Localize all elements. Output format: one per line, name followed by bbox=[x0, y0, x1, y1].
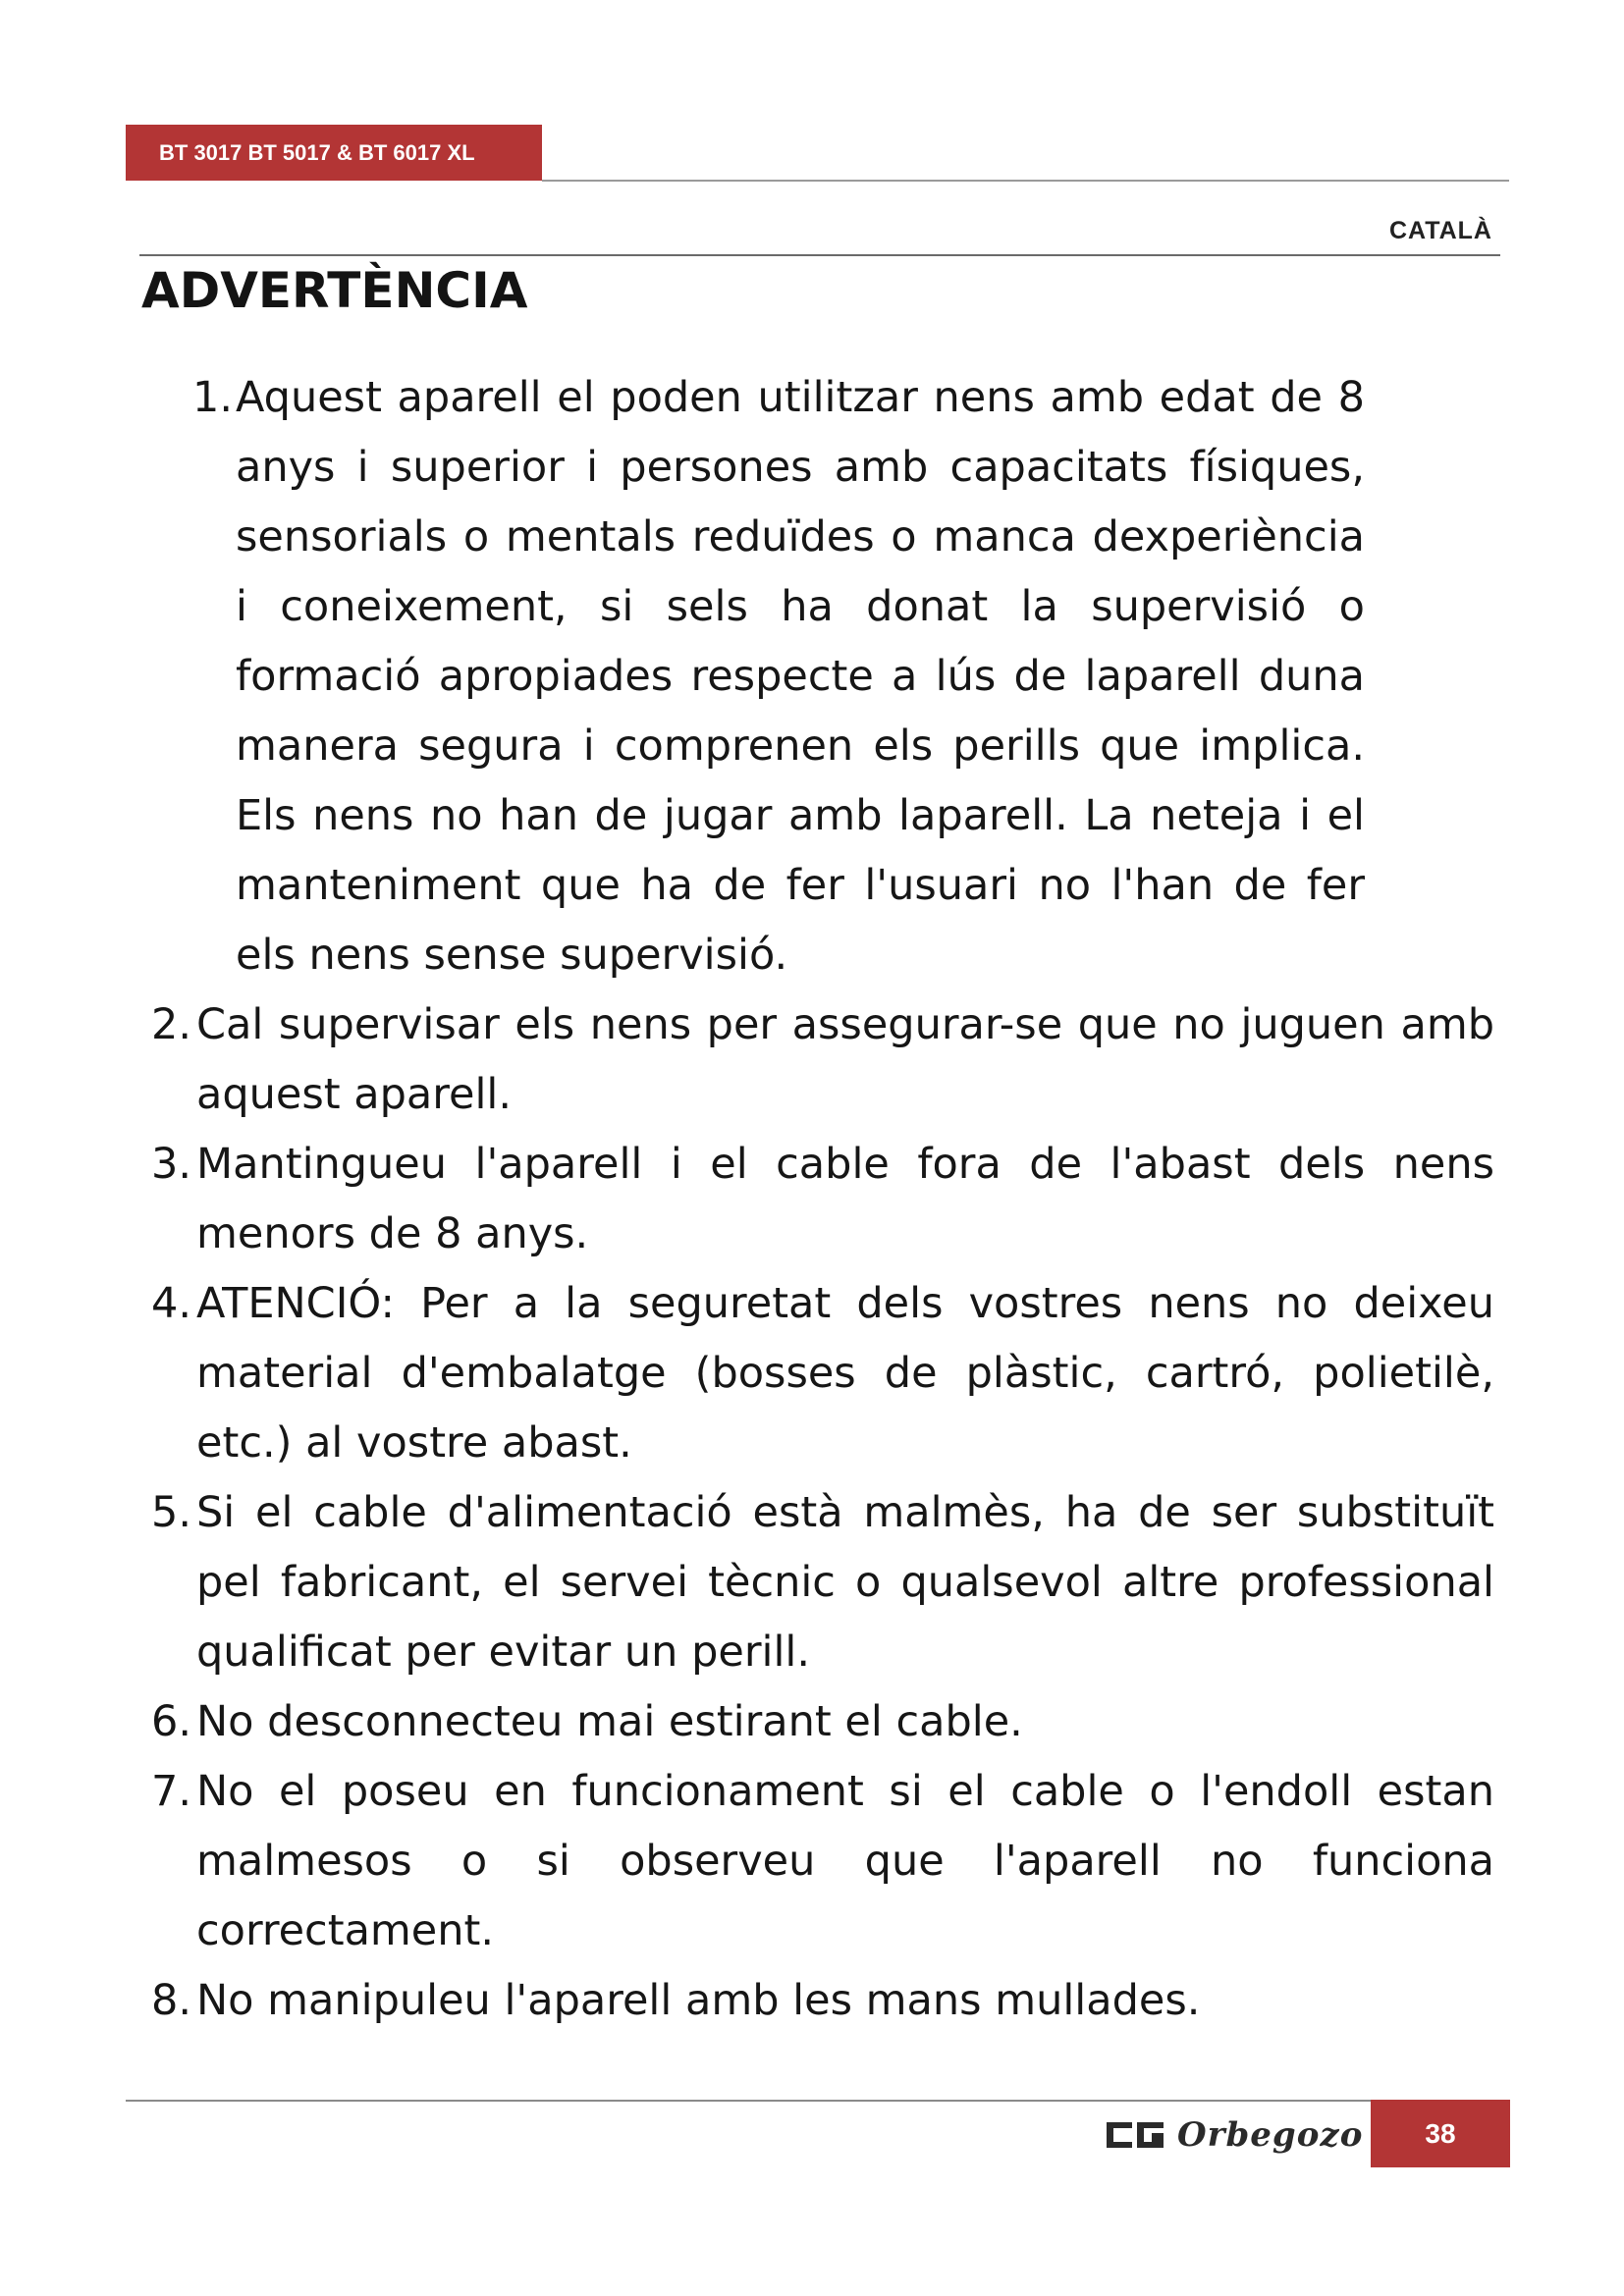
warning-item-6 bbox=[0, 1687, 1494, 1757]
language-label: CATALÀ bbox=[1388, 217, 1492, 244]
warning-number: 4. bbox=[151, 1279, 192, 1328]
warning-item-4 bbox=[0, 1269, 1494, 1478]
warning-text: Mantingueu l'aparell i el cable fora de l'abast dels nens menors de 8 anys. bbox=[196, 1140, 1494, 1258]
header-divider bbox=[542, 180, 1509, 182]
warning-item-2 bbox=[0, 990, 1494, 1130]
warning-item-1 bbox=[0, 363, 1365, 990]
warning-text: No el poseu en funcionament si el cable o l'endoll estan malmesos o si observeu que l'aparell no funciona correctament. bbox=[196, 1767, 1494, 1955]
model-header-tag: BT 3017 BT 5017 & BT 6017 XL bbox=[126, 125, 542, 181]
warning-number: 1. bbox=[192, 373, 234, 422]
warning-number: 2. bbox=[151, 1000, 192, 1049]
page-title: ADVERTÈNCIA bbox=[141, 262, 528, 319]
warning-text: ATENCIÓ: Per a la seguretat dels vostres nens no deixeu material d'embalatge (bosses de plàstic, cartró, polietilè, etc.) al vostre abast. bbox=[196, 1279, 1494, 1468]
brand-name: Orbegozo bbox=[1177, 2115, 1364, 2155]
warning-item-3 bbox=[0, 1130, 1494, 1269]
warning-text: Aquest aparell el poden utilitzar nens amb edat de 8 anys i superior i persones amb capacitats físiques, sensorials o mentals reduïdes o manca dexperiència i coneixement, si sels ha donat la supervisió o formació apropiades respecte a lús de laparell duna manera segura i comprenen els perills que implica. Els nens no han de jugar amb laparell. La neteja i el manteniment que ha de fer l'usuari no l'han de fer els nens sense supervisió. bbox=[236, 373, 1365, 980]
brand-mark-icon bbox=[1107, 2120, 1164, 2150]
brand-logo bbox=[1107, 2113, 1363, 2157]
language-divider bbox=[139, 254, 1500, 256]
warning-item-8 bbox=[0, 1966, 1494, 2036]
warning-number: 6. bbox=[151, 1697, 192, 1746]
warning-text: No manipuleu l'aparell amb les mans mullades. bbox=[196, 1976, 1201, 2025]
warning-number: 8. bbox=[151, 1976, 192, 2025]
warnings-list bbox=[0, 363, 1624, 2036]
warning-number: 7. bbox=[151, 1767, 192, 1816]
page-number: 38 bbox=[1371, 2100, 1510, 2167]
warning-item-5 bbox=[0, 1478, 1494, 1687]
warning-number: 3. bbox=[151, 1140, 192, 1189]
warning-text: Si el cable d'alimentació està malmès, ha de ser substituït pel fabricant, el servei tècnic o qualsevol altre professional qualificat per evitar un perill. bbox=[196, 1488, 1494, 1677]
warning-number: 5. bbox=[151, 1488, 192, 1537]
warning-text: Cal supervisar els nens per assegurar-se que no juguen amb aquest aparell. bbox=[196, 1000, 1494, 1119]
warning-text: No desconnecteu mai estirant el cable. bbox=[196, 1697, 1023, 1746]
footer-divider bbox=[126, 2100, 1371, 2102]
warning-item-7 bbox=[0, 1757, 1494, 1966]
